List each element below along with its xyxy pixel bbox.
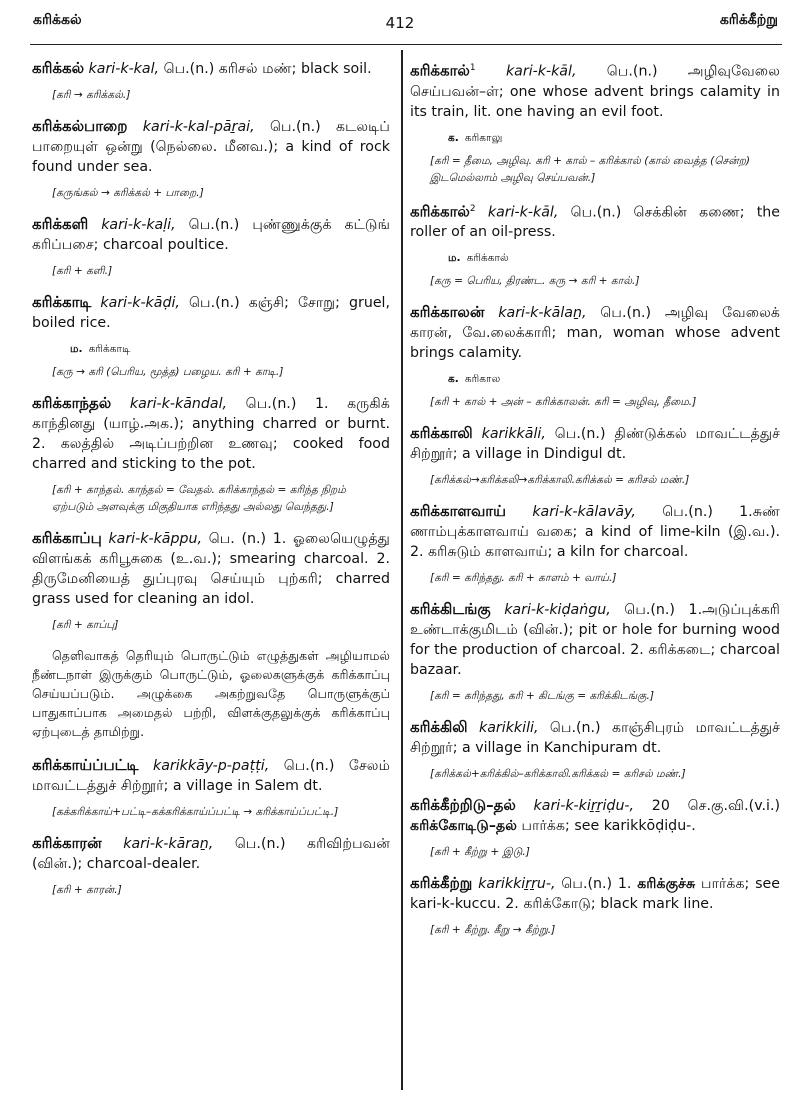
- headword: கரிக்கல்பாறை: [32, 117, 128, 135]
- etymology: [கரிக்கல்→கரிக்கலி→கரிக்காலி.கரிக்கல் = கரிசல் மண்.]: [430, 474, 690, 487]
- entry-karikkalavay: [410, 501, 780, 562]
- headword: கரிக்காளவாய்: [410, 502, 507, 521]
- etymology: [கரி = கரிந்தது. கரி + காளம் + வாய்.]: [430, 572, 617, 585]
- entry-karikkalparai: [32, 116, 390, 177]
- homonym-number: 2: [469, 203, 476, 214]
- cognate-word: கரிகாலு: [464, 131, 503, 144]
- transliteration: kari-k-kālaṉ,: [498, 305, 587, 322]
- entry-karikkal-2: [410, 199, 780, 243]
- transliteration: karikkili,: [479, 720, 539, 737]
- entry-karikkadi: [32, 292, 390, 333]
- headword: கரிக்காரன்: [32, 834, 102, 852]
- cognate: [448, 373, 780, 386]
- entry-karikkal: [32, 58, 390, 79]
- headword: கரிக்கீற்று: [410, 874, 473, 893]
- etymology: [கரி + கீற்று. கீறு → கீற்று.]: [430, 924, 556, 937]
- entry-karikkandal: [32, 393, 390, 474]
- headword: கரிக்காடி: [32, 293, 92, 311]
- etymology: [கரி + காரன்.]: [52, 884, 122, 896]
- entry-karikkirru: [410, 873, 780, 914]
- etymology: [கரி + களி.]: [52, 265, 113, 277]
- left-column: [32, 58, 390, 911]
- transliteration: kari-k-kāl,: [487, 204, 559, 221]
- definition: பெ. (n.) 1. ஓலையெழுத்து விளங்கக் கரிபூசுகை (உ.வ.); smearing charcoal. 2. திருமேனியைத் துப்புரவு செய்யும் புற்கரி; charred grass used for cleaning an idol.: [32, 531, 390, 607]
- cognate: [448, 132, 780, 145]
- definition: பெ.(n.) செக்கின் கணை; the roller of an oil-press.: [410, 204, 780, 241]
- transliteration: karikkāli,: [481, 426, 546, 443]
- entry-karikkalan: [410, 302, 780, 363]
- transliteration: karikkāy-p-paṭṭi,: [152, 758, 270, 774]
- cognate-lang: க.: [448, 373, 459, 386]
- transliteration: kari-k-kāppu,: [108, 531, 203, 547]
- entry-karikkali-village: [410, 423, 780, 464]
- cognate-lang: க.: [448, 131, 459, 144]
- transliteration: kari-k-kāl,: [505, 63, 577, 80]
- header-rule: [30, 44, 782, 45]
- transliteration: karikkiṟṟu-,: [478, 876, 556, 893]
- etymology: [கரி → கரிக்கல்.]: [52, 89, 131, 101]
- definition: பெ.(n.) அழிவுவேலை செய்பவன்–ள்; one whose advent brings calamity in its train, lit. one having an evil foot.: [410, 63, 780, 120]
- definition: பெ.(n.) சேலம் மாவட்டத்துச் சிற்றூர்; a village in Salem dt.: [32, 758, 390, 794]
- definition: பெ.(n.) கரிசல் மண்; black soil.: [159, 61, 372, 77]
- headword: கரிக்காலன்: [410, 303, 485, 322]
- entry-karikkayppatti: [32, 755, 390, 796]
- etymology: [கரி + காந்தல். காந்தல் = வேதல். கரிக்காந்தல் = கரிந்த நிறம் ஏற்படும் அளவுக்கு மிகுதியாக எரிந்தது அல்லது வெந்தது.]: [52, 484, 346, 513]
- transliteration: kari-k-kāndal,: [129, 396, 228, 412]
- usage-note: தெளிவாகத் தெரியும் பொருட்டும் எழுத்துகள் அழியாமல் நீண்டநாள் இருக்கும் பொருட்டும், ஓலைகளுக்குக் கரிக்காப்பு செய்யப்படும். அழுக்கை அகற்றுவதே பொருளுக்குப் பாதுகாப்பாக அமைதல் பற்றி, விளக்குதலுக்குக் கரிக்காப்பு ஏற்புடைத் தாமிற்று.: [32, 648, 390, 739]
- definition-cont: பார்க்க; see karikkōḍiḍu-.: [517, 818, 696, 835]
- cognate: [70, 343, 390, 356]
- cognate: [448, 252, 780, 265]
- cognate-lang: ம.: [448, 252, 461, 265]
- entry-karikkidangu: [410, 599, 780, 680]
- page-number: 412: [385, 14, 415, 32]
- entry-karikkili: [410, 717, 780, 758]
- homonym-number: 1: [469, 63, 476, 73]
- entry-karikkirridu: [410, 795, 780, 836]
- definition: பெ.(n.) அழிவு வேலைக் காரன், வே.லைக்காரி; man, woman whose advent brings calamity.: [410, 305, 781, 362]
- headword: கரிக்கால்: [410, 61, 470, 80]
- cross-reference: கரிக்குச்சு: [637, 876, 696, 893]
- column-divider: [401, 50, 403, 1090]
- entry-karikkal-1: [410, 58, 780, 122]
- definition: பெ.(n.) காஞ்சிபுரம் மாவட்டத்துச் சிற்றூர்; a village in Kanchipuram dt.: [410, 720, 781, 757]
- headword: கரிக்களி: [32, 215, 89, 233]
- transliteration: kari-k-kiṟṟiḍu-,: [533, 798, 635, 815]
- headword: கரிக்காலி: [410, 424, 473, 443]
- etymology: [கரி + கால் + அன் – கரிக்காலன். கரி = அழிவு, தீமை.]: [430, 396, 697, 409]
- etymology: [கக்கரிக்காய்+பட்டி–கக்கரிக்காய்ப்பட்டி → கரிக்காய்ப்பட்டி.]: [52, 806, 339, 818]
- etymology: [கருங்கல் → கரிக்கல் + பாறை.]: [52, 187, 204, 199]
- transliteration: kari-k-kālavāy,: [532, 504, 636, 521]
- headword: கரிக்காப்பு: [32, 529, 102, 547]
- definition: பெ.(n.) கரிவிற்பவன் (வின்.); charcoal-dealer.: [32, 836, 390, 872]
- definition: பெ.(n.) புண்ணுக்குக் கட்டுங் கரிப்பசை; charcoal poultice.: [32, 217, 390, 253]
- definition: 20 செ.கு.வி.(v.i.): [634, 798, 780, 815]
- entry-karikkaran: [32, 833, 390, 874]
- headword: கரிக்கீற்றிடு–தல்: [410, 796, 516, 815]
- definition: பெ.(n.) கடலடிப் பாறையுள் ஒன்று (நெல்லை. மீனவ.); a kind of rock found under sea.: [32, 119, 390, 175]
- transliteration: kari-k-kāraṉ,: [123, 836, 214, 852]
- definition: பெ.(n.) 1.அடுப்புக்கரி உண்டாக்குமிடம் (வின்.); pit or hole for burning wood for the production of charcoal. 2. கரிக்கடை; charcoal bazaar.: [410, 602, 780, 679]
- etymology: [கரு = பெரிய, திரண்ட. கரு → கரி + கால்.]: [430, 275, 640, 288]
- definition: பெ.(n.) 1. கருகிக் காந்தினது (யாழ்.அக.); anything charred or burnt. 2. கலத்தில் அடிப்பற்றின உணவு; cooked food charred and sticking to the pot.: [32, 396, 391, 472]
- definition: பெ.(n.) 1.: [555, 876, 638, 893]
- cognate-word: கரிக்கால்: [466, 252, 509, 265]
- header-right-guideword: கரிக்கீற்று: [719, 12, 778, 28]
- etymology: [கரு → கரி (பெரிய, மூத்த) பழைய. கரி + காடி.]: [52, 366, 284, 378]
- headword: கரிக்கல்: [32, 59, 85, 77]
- etymology: [கரி + காப்பு]: [52, 619, 119, 631]
- cognate-word: கரிக்காடி: [88, 343, 131, 355]
- headword: கரிக்கிலி: [410, 718, 468, 737]
- definition: பெ.(n.) கஞ்சி; சோறு; gruel, boiled rice.: [32, 295, 391, 331]
- definition-cont: பார்க்க; see kari-k-kuccu. 2. கரிக்கோடு; black mark line.: [410, 876, 780, 913]
- cognate-lang: ம.: [70, 343, 83, 355]
- cross-reference: கரிக்கோடிடு–தல்: [410, 818, 517, 835]
- definition: பெ.(n.) 1.சுண் ணாம்புக்காளவாய் வகை; a kind of lime-kiln (இ.வ.). 2. கரிசுடும் காளவாய்; a kiln for charcoal.: [410, 504, 781, 561]
- definition: பெ.(n.) திண்டுக்கல் மாவட்டத்துச் சிற்றூர்; a village in Dindigul dt.: [410, 426, 780, 463]
- transliteration: kari-k-kiḍaṅgu,: [504, 602, 611, 619]
- page-header: [0, 0, 800, 44]
- transliteration: kari-k-kaḷi,: [101, 217, 176, 233]
- header-left-guideword: கரிக்கல்: [33, 12, 82, 28]
- headword: கரிக்காய்ப்பட்டி: [32, 756, 139, 774]
- entry-karikkappu: [32, 528, 390, 609]
- cognate-word: கரிகால: [464, 373, 501, 386]
- entry-karikkali: [32, 214, 390, 255]
- headword: கரிக்கிடங்கு: [410, 600, 491, 619]
- headword: கரிக்காந்தல்: [32, 394, 112, 412]
- etymology: [கரிக்கல்+கரிக்கில்–கரிக்காலி.கரிக்கல் = கரிசல் மண்.]: [430, 768, 686, 781]
- right-column: [410, 58, 780, 951]
- etymology: [கரி + கீற்று + இடு.]: [430, 846, 530, 859]
- etymology: [கரி = கரிந்தது, கரி + கிடங்கு = கரிக்கிடங்கு.]: [430, 690, 654, 703]
- etymology: [கரி = தீமை, அழிவு. கரி + கால் – கரிக்கால் (கால் வைத்த (சென்ற) இடமெல்லாம் அழிவு செய்பவன்.]: [430, 154, 751, 184]
- transliteration: kari-k-kal-pāṟai,: [142, 119, 255, 135]
- headword: கரிக்கால்: [410, 202, 470, 221]
- transliteration: kari-k-kāḍi,: [100, 295, 180, 311]
- transliteration: kari-k-kal,: [88, 61, 160, 77]
